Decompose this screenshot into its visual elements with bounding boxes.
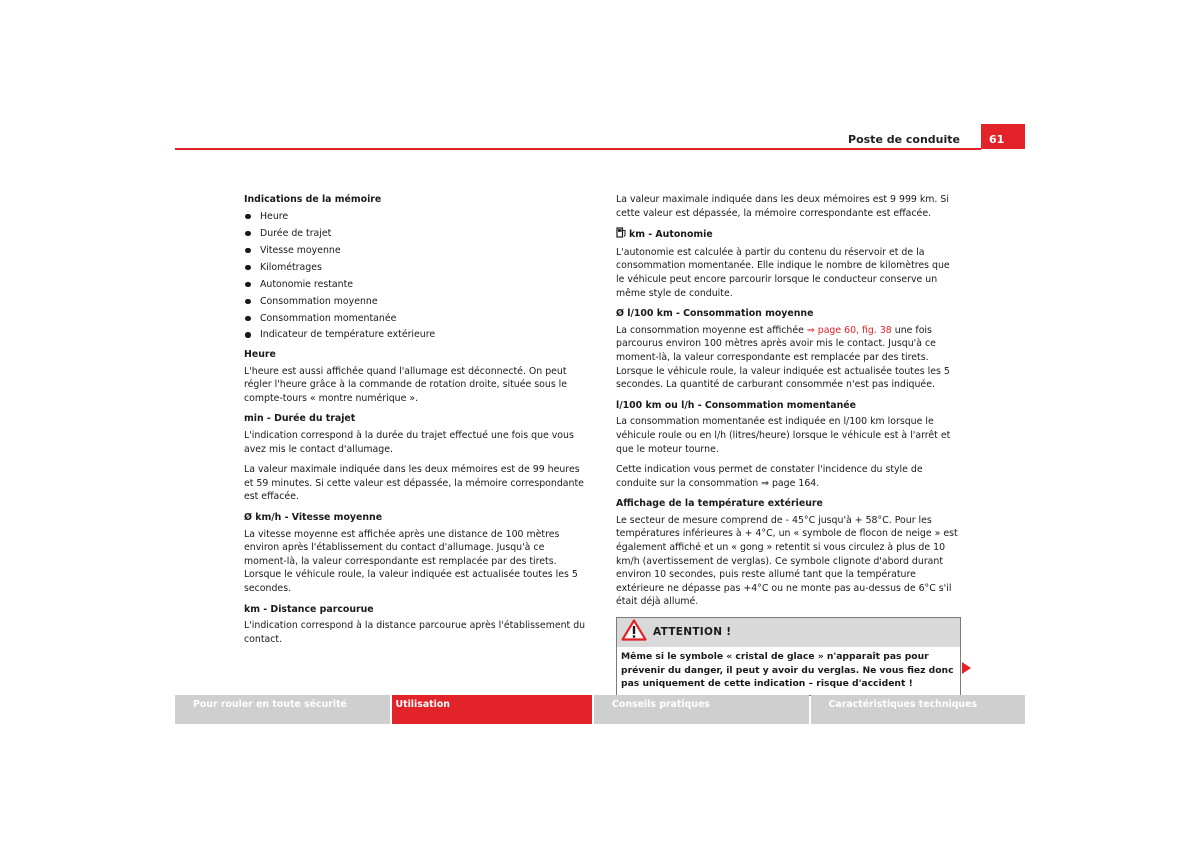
- tab-caracteristiques[interactable]: Caractéristiques techniques: [811, 695, 1026, 724]
- list-item: Heure: [244, 210, 589, 224]
- temperature-heading: Affichage de la température extérieure: [616, 498, 823, 510]
- tab-utilisation[interactable]: Utilisation: [392, 695, 593, 724]
- list-item: Vitesse moyenne: [244, 244, 589, 258]
- memory-heading: Indications de la mémoire: [244, 194, 382, 205]
- vitesse-heading: Ø km/h - Vitesse moyenne: [244, 512, 383, 524]
- duree-text-1: L'indication correspond à la durée du trajet effectué une fois que vous avez mis le contact d'allumage.: [244, 430, 574, 455]
- conso-momentanee-text: La consommation momentanée est indiquée en l/100 km lorsque le véhicule roule ou en l/h (litres/heure) lorsque le véhicule est à l'arrêt et que le moteur tourne.: [616, 416, 951, 455]
- conso-moyenne-text: [616, 324, 961, 392]
- attention-box: [616, 617, 961, 696]
- distance-text: L'indication correspond à la distance parcourue après l'établissement du contact.: [244, 620, 586, 645]
- conso-moyenne-pre: La consommation moyenne est affichée: [616, 324, 807, 336]
- attention-header: [617, 618, 960, 647]
- next-page-arrow-icon[interactable]: [962, 662, 971, 674]
- heure-text: L'heure est aussi affichée quand l'allumage est déconnecté. On peut régler l'heure grâce à la commande de rotation droite, située sous le compte-tours « montre numérique ».: [244, 365, 568, 404]
- conso-momentanee-heading: l/100 km ou l/h - Consommation momentanée: [616, 399, 857, 411]
- list-item: Consommation moyenne: [244, 295, 589, 309]
- duree-heading: min - Durée du trajet: [244, 413, 356, 425]
- heure-heading: Heure: [244, 349, 276, 361]
- vitesse-text: La vitesse moyenne est affichée après une distance de 100 mètres environ après l'établissement du contact d'allumage. Jusqu'à ce moment-là, la valeur correspondante est remplacée par des tirets. Lorsque le véhicule roule, la valeur indiquée est actualisée toutes les 5 secondes.: [244, 528, 578, 594]
- duree-text-2: La valeur maximale indiquée dans les deux mémoires est de 99 heures et 59 minutes. Si cette valeur est dépassée, la mémoire correspondante est effacée.: [244, 464, 584, 503]
- memory-list: [244, 210, 589, 342]
- attention-text: Même si le symbole « cristal de glace » n'apparaît pas pour prévenir du danger, il peut y avoir du verglas. Ne vous fiez donc pas uniquement de cette indication – risque d'accident !: [621, 651, 954, 690]
- conso-moyenne-post: une fois parcourus environ 100 mètres après avoir mis le contact. Jusqu'à ce moment-là, la valeur correspondante est remplacée par des tirets. Lorsque le véhicule roule, la valeur indiquée est actualisée toutes les 5 secondes. La quantité de carburant consommée n'est pas indiquée.: [616, 324, 950, 391]
- tab-conseils[interactable]: Conseils pratiques: [594, 695, 809, 724]
- list-item: Kilométrages: [244, 261, 589, 275]
- autonomie-text: L'autonomie est calculée à partir du contenu du réservoir et de la consommation momentanée. Elle indique le nombre de kilomètres que le véhicule peut encore parcourir lorsque le conducteur conserve un même style de conduite.: [616, 246, 950, 299]
- style-conduite-text: Cette indication vous permet de constater l'incidence du style de conduite sur la consommation ⇒ page 164.: [616, 464, 923, 489]
- autonomie-heading-text: km - Autonomie: [629, 229, 713, 241]
- page-60-link[interactable]: ⇒ page 60, fig. 38: [806, 324, 892, 336]
- footer-nav: [175, 695, 1025, 724]
- conso-moyenne-heading: Ø l/100 km - Consommation moyenne: [616, 308, 814, 320]
- fuel-pump-icon: [616, 227, 627, 243]
- temperature-text: Le secteur de mesure comprend de - 45°C jusqu'à + 58°C. Pour les températures inférieures à + 4°C, un « symbole de flocon de neige » est également affiché et un « gong » retentit si vous circulez à plus de 10 km/h (avertissement de verglas). Ce symbole clignote d'abord durant environ 10 secondes, puis reste allumé tant que la température extérieure ne dépasse pas +4°C ou ne monte pas au-dessus de 6°C s'il était déjà allumé.: [616, 514, 958, 608]
- distance-heading: km - Distance parcourue: [244, 603, 374, 615]
- tab-securite[interactable]: Pour rouler en toute sécurité: [175, 695, 390, 724]
- list-item: Durée de trajet: [244, 227, 589, 241]
- list-item: Autonomie restante: [244, 278, 589, 292]
- header-rule: [175, 148, 981, 150]
- warning-triangle-icon: [621, 619, 647, 646]
- attention-title: ATTENTION !: [653, 625, 732, 638]
- right-column: [616, 193, 961, 696]
- left-column: [244, 193, 589, 653]
- max-value-text: La valeur maximale indiquée dans les deux mémoires est 9 999 km. Si cette valeur est dépassée, la mémoire correspondante est effacée.: [616, 194, 949, 219]
- page-number: 61: [981, 124, 1025, 149]
- list-item: Indicateur de température extérieure: [244, 328, 589, 342]
- page-section-title: Poste de conduite: [848, 133, 960, 146]
- list-item: Consommation momentanée: [244, 312, 589, 326]
- autonomie-heading: [616, 227, 961, 243]
